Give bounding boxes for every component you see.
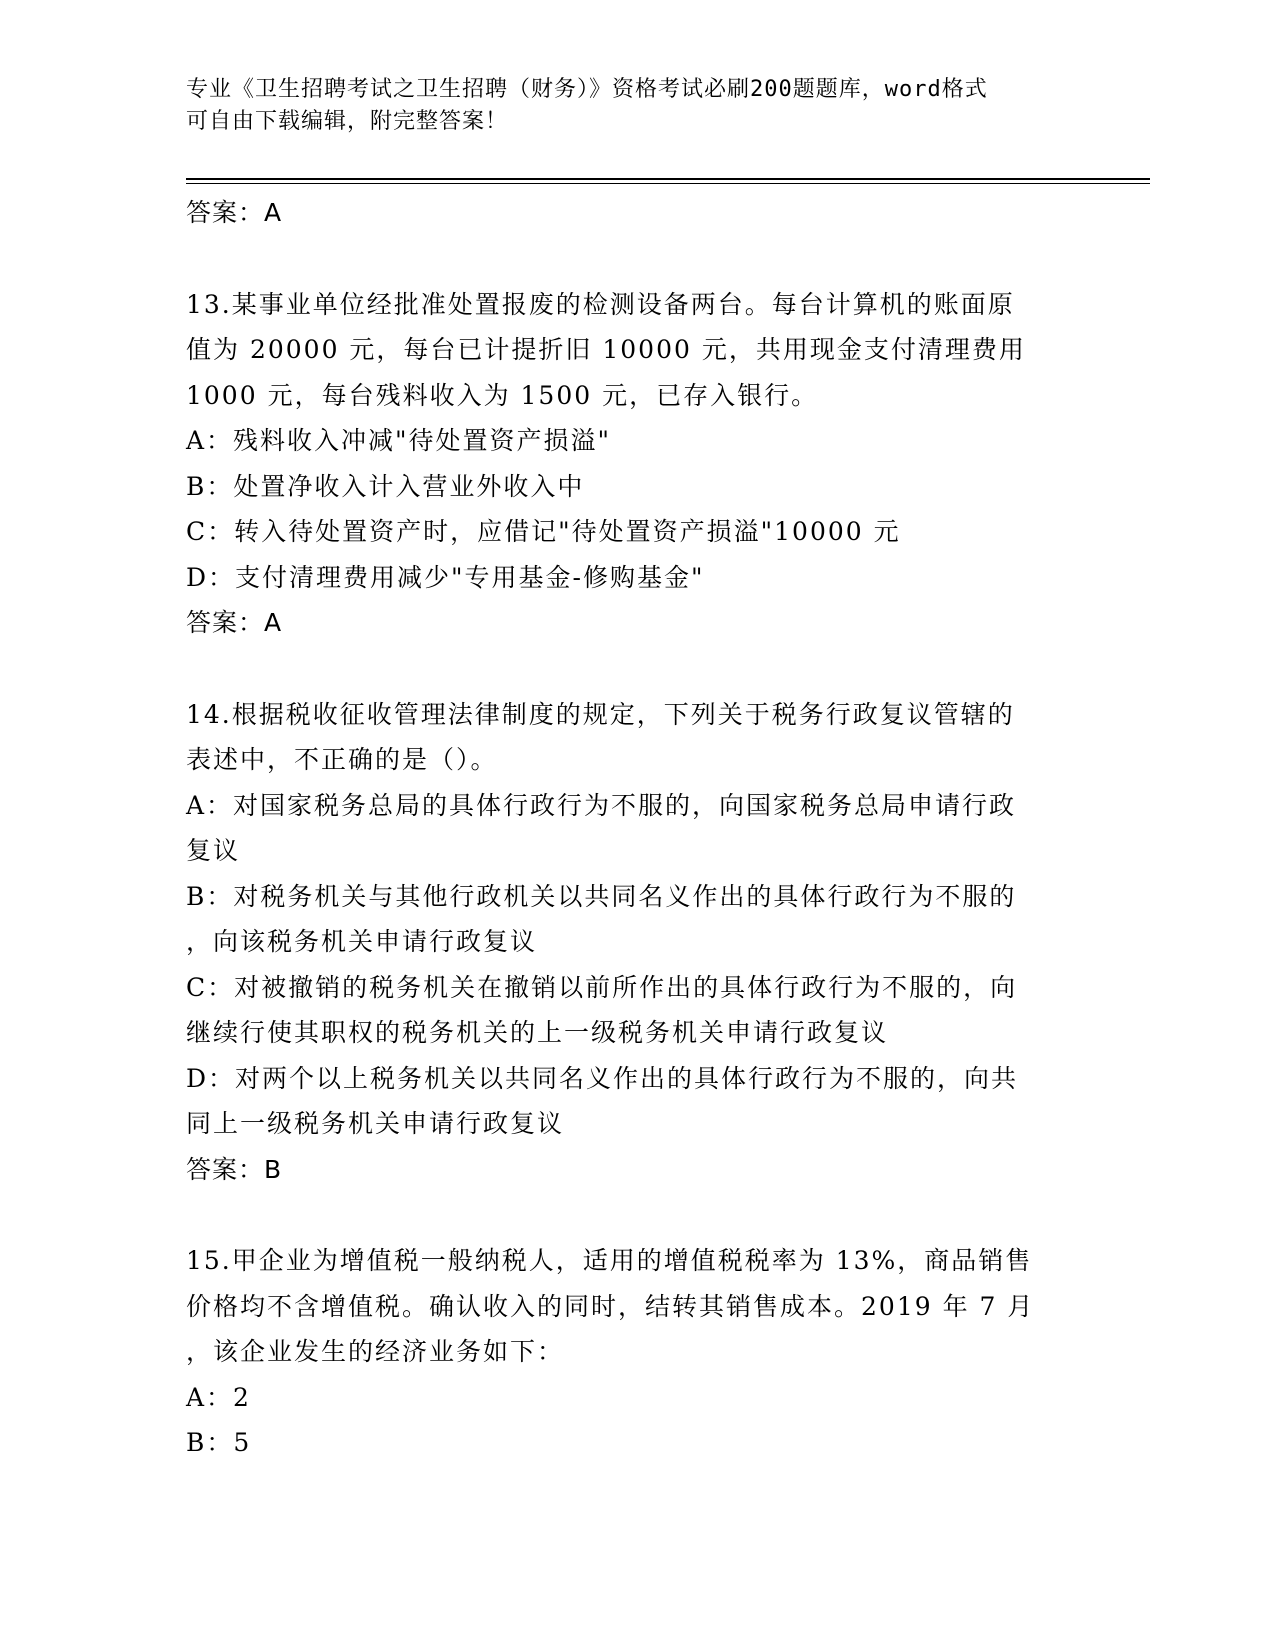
option-a: A：2 (186, 1382, 251, 1412)
option-d: D：对两个以上税务机关以共同名义作出的具体行政行为不服的，向共 (186, 1063, 1019, 1093)
question-14 (186, 692, 1086, 1193)
document-body (186, 190, 1086, 1466)
option-c: C：转入待处置资产时，应借记"待处置资产损溢"10000 元 (186, 517, 901, 546)
question-stem-line: 14.根据税收征收管理法律制度的规定，下列关于税务行政复议管辖的 (186, 699, 1015, 729)
option-b: B：对税务机关与其他行政机关以共同名义作出的具体行政行为不服的 (186, 881, 1017, 911)
question-stem-line: 表述中，不正确的是（）。 (186, 745, 498, 774)
previous-answer: 答案：A (186, 198, 283, 227)
question-15 (186, 1238, 1086, 1466)
answer: 答案：B (186, 1154, 283, 1184)
spacer (186, 236, 1086, 282)
header-rule-thin (186, 183, 1150, 184)
question-stem-line: 价格均不含增值税。确认收入的同时，结转其销售成本。2019 年 7 月 (186, 1291, 1035, 1321)
option-d: D：支付清理费用减少"专用基金-修购基金" (186, 562, 705, 592)
option-b: B：处置净收入计入营业外收入中 (186, 471, 585, 501)
header-line-2: 可自由下载编辑，附完整答案！ (186, 109, 509, 134)
option-a-continued: 复议 (186, 836, 241, 865)
header-rule-thick (186, 178, 1150, 180)
question-stem-line: ，该企业发生的经济业务如下： (186, 1337, 565, 1366)
question-stem-line: 值为 20000 元，每台已计提折旧 10000 元，共用现金支付清理费用 (186, 335, 1026, 364)
option-a: A：残料收入冲减"待处置资产损溢" (186, 426, 612, 455)
option-b: B：5 (186, 1428, 252, 1457)
option-c: C：对被撤销的税务机关在撤销以前所作出的具体行政行为不服的，向 (186, 972, 1018, 1002)
question-stem-line: 1000 元，每台残料收入为 1500 元，已存入银行。 (186, 380, 819, 410)
spacer (186, 1192, 1086, 1238)
question-stem-line: 15.甲企业为增值税一般纳税人，适用的增值税税率为 13%，商品销售 (186, 1246, 1033, 1275)
option-d-continued: 同上一级税务机关申请行政复议 (186, 1109, 565, 1138)
question-13 (186, 282, 1086, 646)
answer: 答案：A (186, 608, 283, 637)
option-b-continued: ，向该税务机关申请行政复议 (186, 927, 538, 956)
document-header (186, 74, 1066, 138)
option-c-continued: 继续行使其职权的税务机关的上一级税务机关申请行政复议 (186, 1018, 889, 1047)
header-line-1: 专业《卫生招聘考试之卫生招聘（财务）》资格考试必刷200题题库，word格式 (186, 77, 988, 102)
option-a: A：对国家税务总局的具体行政行为不服的，向国家税务总局申请行政 (186, 790, 1017, 820)
question-stem-line: 13.某事业单位经批准处置报废的检测设备两台。每台计算机的账面原 (186, 289, 1015, 319)
spacer (186, 646, 1086, 692)
